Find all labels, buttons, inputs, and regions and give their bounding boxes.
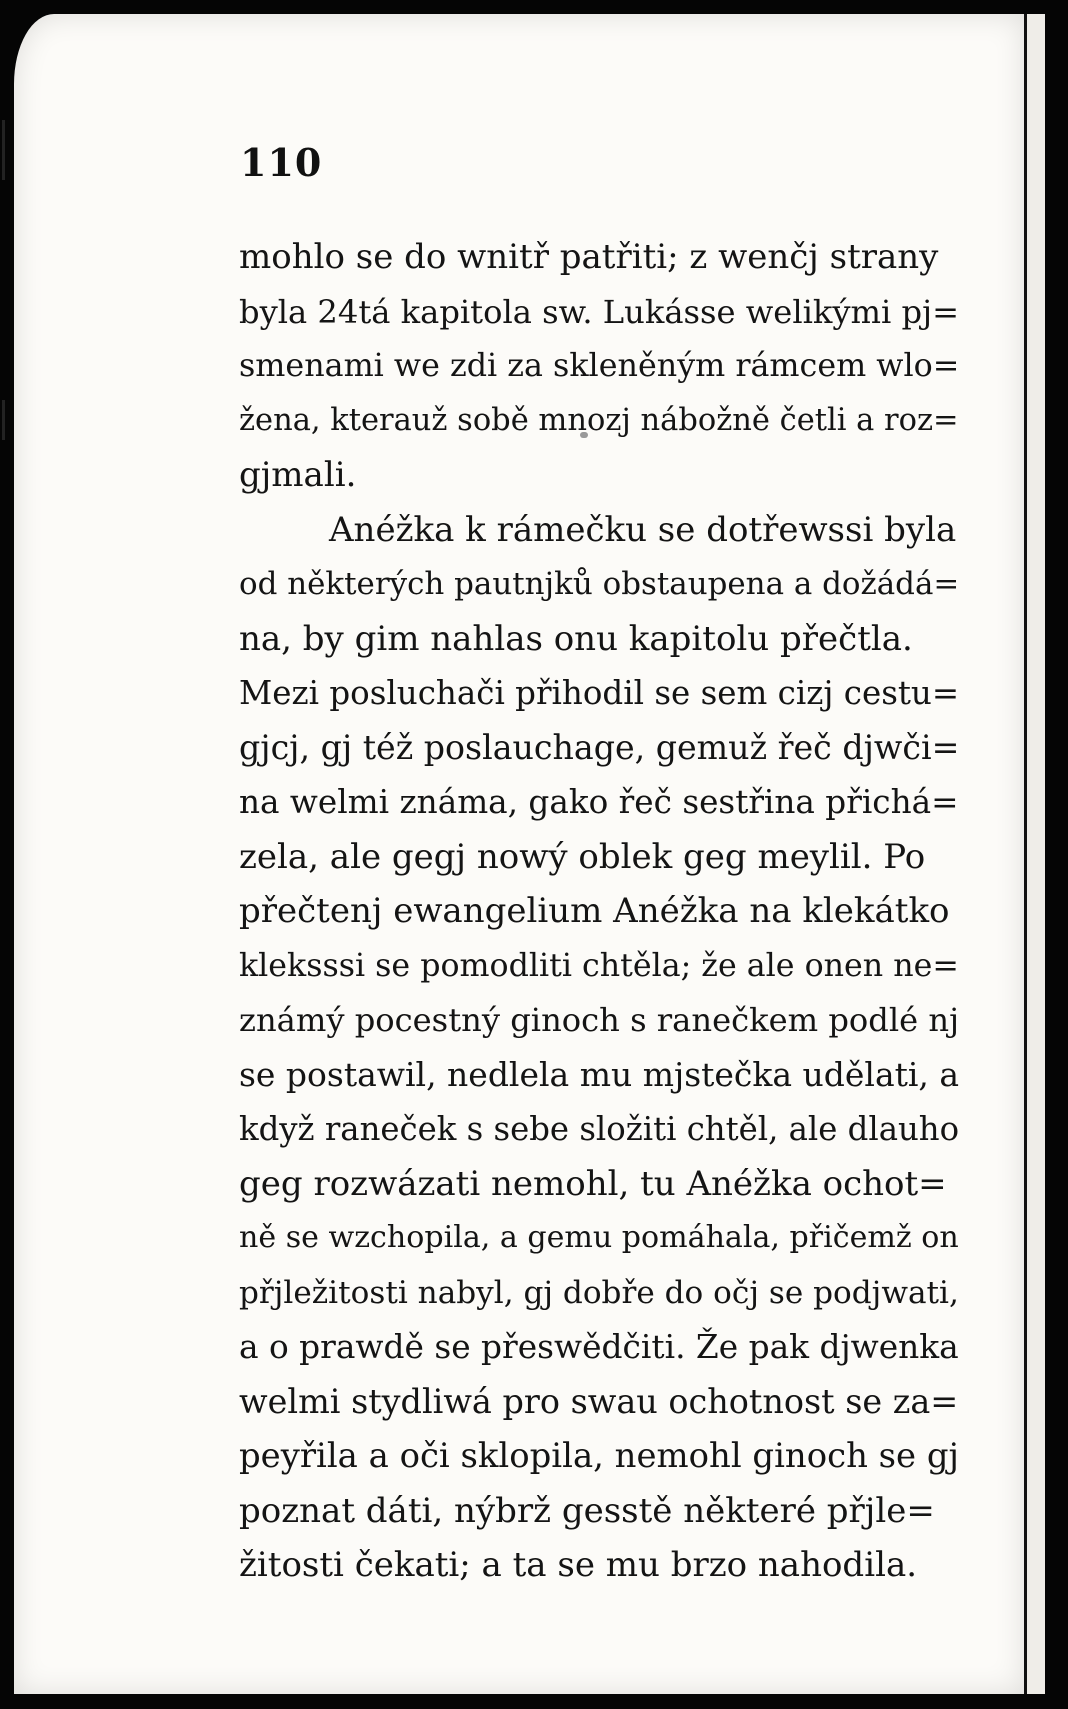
text-line: peyřila a oči sklopila, nemohl ginoch se gj [239, 1436, 959, 1475]
text-line: když raneček s sebe složiti chtěl, ale dlauho [239, 1110, 960, 1148]
text-line: přjležitosti nabyl, gj dobře do očj se podjwati, [239, 1274, 959, 1311]
text-line: známý pocestný ginoch s ranečkem podlé nj [239, 1001, 960, 1039]
text-line: od některých pautnjků obstaupena a dožádá= [239, 566, 960, 602]
text-line: gjcj, gj též poslauchage, gemuž řeč djwči= [239, 727, 960, 767]
text-line: geg rozwázati nemohl, tu Anéžka ochot= [239, 1163, 947, 1204]
text-line: poznat dáti, nýbrž gesstě některé přjle= [239, 1490, 935, 1531]
text-line: ně se wzchopila, a gemu pomáhala, přičemž on [239, 1220, 959, 1255]
text-line: přečtenj ewangelium Anéžka na klekátko [239, 891, 950, 931]
text-line: na, by gim nahlas onu kapitolu přečtla. [239, 618, 913, 659]
paragraph-start-line: Anéžka k rámečku se dotřewssi byla [329, 509, 957, 550]
text-line: welmi stydliwá pro swau ochotnost se za= [239, 1381, 959, 1421]
text-line: žena, kterauž sobě mnozj nábožně četli a roz= [239, 402, 959, 438]
left-edge-mark [2, 400, 5, 440]
text-line: a o prawdě se přeswědčiti. Že pak djwenka [239, 1328, 959, 1366]
text-line: na welmi známa, gako řeč sestřina přichá= [239, 783, 959, 821]
text-line: kleksssi se pomodliti chtěla; že ale onen ne= [239, 947, 959, 984]
text-line: Mezi posluchači přihodil se sem cizj cestu= [239, 674, 960, 712]
page-number: 110 [240, 140, 323, 185]
text-line: žitosti čekati; a ta se mu brzo nahodila. [239, 1545, 918, 1585]
text-line: smenami we zdi za skleněným rámcem wlo= [239, 348, 960, 384]
text-line: mohlo se do wnitř patřiti; z wenčj strany [239, 237, 939, 277]
text-line: se postawil, nedlela mu mjstečka udělati, a [239, 1054, 960, 1094]
text-line: byla 24tá kapitola sw. Lukásse welikými pj= [239, 292, 960, 331]
text-line: zela, ale gegj nowý oblek geg meylil. Po [239, 836, 926, 877]
body-text [239, 230, 959, 1593]
text-line: gjmali. [239, 455, 357, 495]
page-right-edge [1024, 14, 1045, 1694]
left-edge-mark [2, 120, 5, 180]
